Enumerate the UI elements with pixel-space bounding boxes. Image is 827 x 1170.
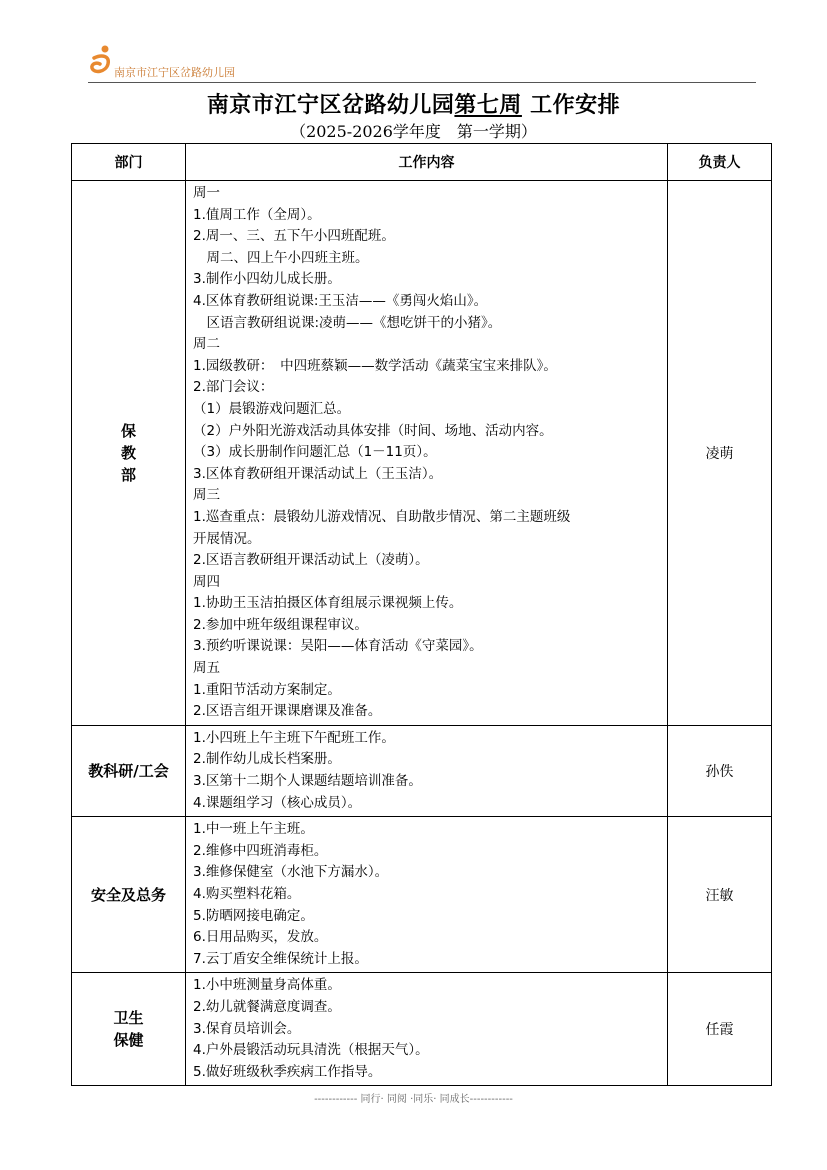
content-line: （1）晨锻游戏问题汇总。 <box>193 400 351 417</box>
dept-label: 保 <box>120 421 136 440</box>
dept-label: 保健 <box>113 1031 144 1050</box>
content-line: 2.部门会议： <box>193 379 274 396</box>
content-line: 5.做好班级秋季疾病工作指导。 <box>193 1063 382 1080</box>
content-line: 区语言教研组说课:凌萌——《想吃饼干的小猪》。 <box>193 314 502 331</box>
content-line: 3.维修保健室（水池下方漏水）。 <box>193 864 389 881</box>
content-line: 周一 <box>193 185 220 201</box>
title-school: 南京市江宁区岔路幼儿园 <box>206 92 455 118</box>
content-line: 3.制作小四幼儿成长册。 <box>193 271 341 288</box>
title-suffix: 工作安排 <box>530 92 621 118</box>
dept-cell <box>72 973 186 1086</box>
dept-cell <box>72 181 186 726</box>
dept-label: 教 <box>120 443 136 462</box>
content-line: 4.区体育教研组说课:王玉洁——《勇闯火焰山》。 <box>193 292 488 309</box>
content-line: 2.制作幼儿成长档案册。 <box>193 751 341 768</box>
table-row <box>72 181 772 726</box>
content-line: 3.区体育教研组开课活动试上（王玉洁）。 <box>193 465 443 482</box>
page-title <box>0 88 827 119</box>
content-line: 5.防晒网接电确定。 <box>193 907 314 924</box>
work-plan-table <box>71 143 772 1086</box>
dept-label: 教科研/工会 <box>88 762 169 781</box>
content-line: 2.周一、三、五下午小四班配班。 <box>193 228 395 245</box>
page-footer: ------------ 同行· 同阅 ·同乐· 同成长------------ <box>314 1094 513 1105</box>
content-line: 1.中一班上午主班。 <box>193 821 314 838</box>
content-line: 3.预约听课说课：吴阳——体育活动《守菜园》。 <box>193 638 483 655</box>
header-dept: 部门 <box>72 144 186 181</box>
content-line: 周四 <box>193 573 220 590</box>
content-line: 1.协助王玉洁拍摄区体育组展示课视频上传。 <box>193 595 463 612</box>
table-row <box>72 973 772 1086</box>
header-org-name: 南京市江宁区岔路幼儿园 <box>114 66 235 79</box>
table-row <box>72 725 772 816</box>
dept-label: 部 <box>120 465 136 484</box>
content-line: 4.户外晨锻活动玩具清洗（根据天气）。 <box>193 1042 429 1059</box>
content-line: 3.保育员培训会。 <box>193 1020 301 1037</box>
content-line: 2.区语言组开课课磨课及准备。 <box>193 703 382 720</box>
content-line: 6.日用品购买，发放。 <box>193 929 328 946</box>
title-week: 第七周 <box>454 92 522 118</box>
dept-cell <box>72 817 186 973</box>
content-line: 2.幼儿就餐满意度调查。 <box>193 998 341 1015</box>
person-cell: 任霞 <box>668 973 772 1086</box>
header-content: 工作内容 <box>186 144 668 181</box>
content-line: 1.小中班测量身高体重。 <box>193 977 341 994</box>
content-line: 4.购买塑料花箱。 <box>193 886 301 902</box>
page-header <box>88 44 756 84</box>
content-line: （3）成长册制作问题汇总（1－11页）。 <box>193 444 437 461</box>
content-line: 周三 <box>193 487 220 504</box>
table-header-row <box>72 144 772 181</box>
content-cell <box>186 181 668 726</box>
table-row <box>72 817 772 973</box>
header-divider <box>88 82 756 83</box>
content-line: 2.维修中四班消毒柜。 <box>193 842 328 859</box>
person-cell: 凌萌 <box>668 181 772 726</box>
dept-label: 安全及总务 <box>90 885 166 904</box>
content-cell <box>186 725 668 816</box>
content-line: 周二 <box>193 336 220 353</box>
person-cell: 孙佚 <box>668 725 772 816</box>
content-cell <box>186 817 668 973</box>
content-line: 4.课题组学习（核心成员）。 <box>193 794 362 811</box>
content-line: 2.参加中班年级组课程审议。 <box>193 616 368 633</box>
content-line: 1.小四班上午主班下午配班工作。 <box>193 729 395 746</box>
content-line: 1.园级教研： 中四班蔡颖——数学活动《蔬菜宝宝来排队》。 <box>193 357 557 374</box>
dept-cell <box>72 725 186 816</box>
content-line: 周五 <box>193 660 220 677</box>
person-cell: 汪敏 <box>668 817 772 973</box>
content-line: 7.云丁盾安全维保统计上报。 <box>193 950 368 967</box>
content-line: 1.重阳节活动方案制定。 <box>193 681 341 698</box>
content-line: 2.区语言教研组开课活动试上（凌萌）。 <box>193 552 429 569</box>
dept-label: 卫生 <box>113 1009 144 1028</box>
page-subtitle: （2025-2026学年度 第一学期） <box>290 122 537 141</box>
content-line: 周二、四上午小四班主班。 <box>193 249 369 266</box>
content-line: 开展情况。 <box>193 530 261 547</box>
content-line: 3.区第十二期个人课题结题培训准备。 <box>193 773 422 790</box>
content-cell <box>186 973 668 1086</box>
content-line: 1.值周工作（全周）。 <box>193 206 321 223</box>
content-line: （2）户外阳光游戏活动具体安排（时间、场地、活动内容。 <box>193 422 553 439</box>
header-person: 负责人 <box>668 144 772 181</box>
content-line: 1.巡查重点：晨锻幼儿游戏情况、自助散步情况、第二主题班级 <box>193 508 571 525</box>
